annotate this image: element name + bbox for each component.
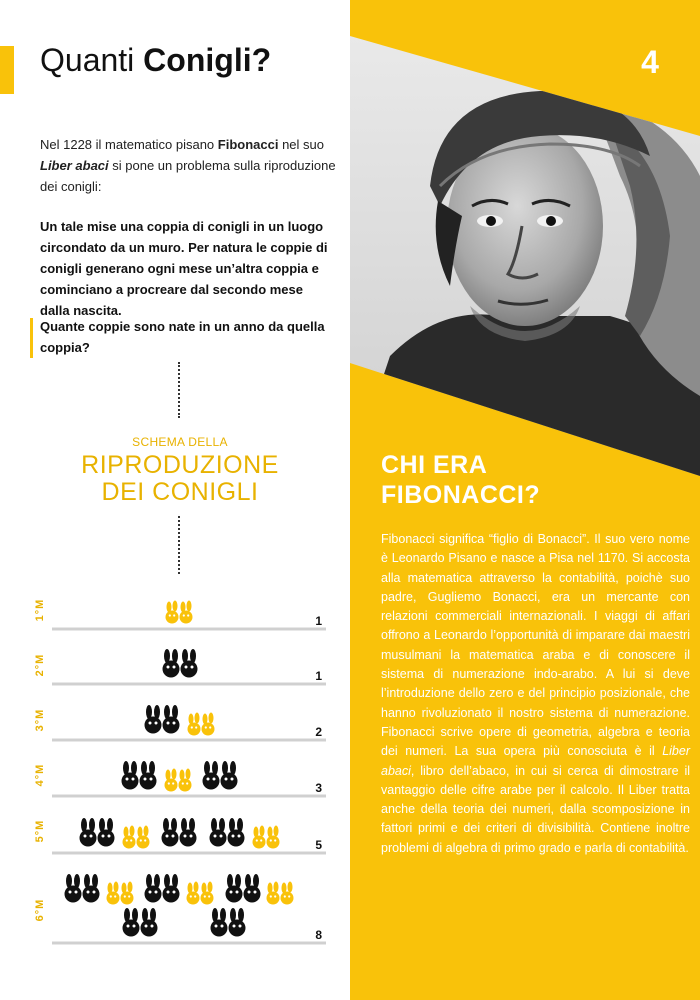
- title-accent-bar: [0, 46, 14, 94]
- intro-text-1: Nel 1228 il matematico pisano: [40, 137, 218, 152]
- black-rabbit-pair-icon: [80, 818, 115, 847]
- schema-subtitle: SCHEMA DELLA: [132, 435, 228, 449]
- dotted-connector-bottom: [178, 516, 180, 574]
- black-rabbit-pair-icon: [226, 874, 261, 903]
- month-label: 3°M: [33, 708, 46, 732]
- intro-fibonacci: Fibonacci: [217, 137, 279, 152]
- black-rabbit-pair-icon: [203, 761, 238, 790]
- row-month-4: [34, 761, 326, 796]
- schema-title: [40, 452, 320, 506]
- black-rabbit-pair-icon: [162, 818, 197, 847]
- schema-title-line-1: RIPRODUZIONE: [81, 451, 279, 479]
- black-rabbit-pair-icon: [145, 874, 180, 903]
- problem-question: Quante coppie sono nate in un anno da quella coppia?: [40, 319, 325, 355]
- pair-count: 2: [315, 725, 322, 739]
- yellow-rabbit-pair-icon: [187, 882, 214, 905]
- row-month-5: [34, 818, 326, 853]
- month-label: 1°M: [33, 598, 46, 622]
- fibonacci-biography: [381, 530, 690, 858]
- black-rabbit-pair-icon: [210, 818, 245, 847]
- month-label: 4°M: [33, 763, 46, 787]
- month-label: 5°M: [33, 819, 46, 843]
- page-title: [40, 42, 271, 79]
- row-month-3: [34, 705, 326, 740]
- problem-statement: Un tale mise una coppia di conigli in un luogo circondato da un muro. Per natura le coppie di conigli generano ogni mese un’altra coppia e cominciano a procreare dal secondo mese dalla nascita.: [40, 219, 328, 318]
- pair-count: 3: [315, 781, 322, 795]
- page-title-bold: Conigli?: [143, 42, 272, 78]
- schema-title-line-2: DEI CONIGLI: [101, 478, 259, 506]
- pair-count: 8: [315, 928, 322, 942]
- yellow-rabbit-pair-icon: [165, 769, 192, 792]
- black-rabbit-pair-icon: [65, 874, 100, 903]
- question-accent-bar: [30, 318, 33, 358]
- pair-count: 1: [315, 669, 322, 683]
- intro-paragraph: [40, 134, 340, 197]
- yellow-rabbit-pair-icon: [123, 826, 150, 849]
- month-label: 6°M: [33, 898, 46, 922]
- row-month-2: [34, 649, 326, 684]
- pair-count: 5: [315, 838, 322, 852]
- yellow-rabbit-pair-icon: [267, 882, 294, 905]
- side-title: [381, 450, 540, 510]
- side-title-line-2: FIBONACCI?: [381, 481, 541, 509]
- fibonacci-portrait: [350, 36, 700, 476]
- black-rabbit-pair-icon: [163, 649, 198, 678]
- rabbit-reproduction-diagram: [0, 585, 350, 955]
- dotted-connector-top: [178, 362, 180, 418]
- yellow-rabbit-pair-icon: [107, 882, 134, 905]
- bio-text-2: , libro dell’abaco, in cui si cerca di dimostrare il vantaggio delle cifre arabe per il calcolo. Il Liber tratta anche della teoria dei numeri, dalla scomposizione in fattori primi e dei criteri di divisibilità. Contiene inoltre problemi di algebra di primo grado e parla di contabilità.: [381, 763, 690, 855]
- page-number: 4: [641, 44, 659, 80]
- yellow-rabbit-pair-icon: [188, 713, 215, 736]
- side-title-line-1: CHI ERA: [381, 451, 488, 479]
- row-month-6: [34, 874, 326, 943]
- intro-text-2: nel suo: [278, 137, 324, 152]
- month-label: 2°M: [33, 653, 46, 677]
- intro-book-title: Liber abaci: [40, 158, 109, 173]
- black-rabbit-pair-icon: [122, 761, 157, 790]
- black-rabbit-pair-icon: [145, 705, 180, 734]
- bio-text-1: Fibonacci significa “figlio di Bonacci”. Il suo vero nome è Leonardo Pisano e nasce a Pisa nel 1170. Si accosta alla matematica attraverso la contabilità, poichè suo padre, Gugliemo Bonacci, era un mercante con relazioni commerciali internazionali. I viaggi di affari offrono a Leonardo l’opportunità di imparare dai maestri musulmani la matematica araba e di conoscere il sistema di numerazione indo-arabo. A lui si deve l’introduzione dello zero e del principio posizionale, che hanno rivoluzionato il nostro sistema di numerazione. Fibonacci scrive opere di geometria, algebra e teoria dei numeri. La sua opera più conosciuta è il: [381, 532, 690, 759]
- black-rabbit-pair-icon: [211, 908, 246, 937]
- intro-text-3: si pone un problema sulla riproduzione dei conigli:: [40, 158, 336, 194]
- row-month-1: [34, 599, 326, 629]
- yellow-rabbit-pair-icon: [166, 601, 193, 624]
- black-rabbit-pair-icon: [123, 908, 158, 937]
- yellow-rabbit-pair-icon: [253, 826, 280, 849]
- pair-count: 1: [315, 614, 322, 628]
- page-title-light: Quanti: [40, 42, 144, 78]
- bio-book-title: Liber abaci: [381, 744, 690, 778]
